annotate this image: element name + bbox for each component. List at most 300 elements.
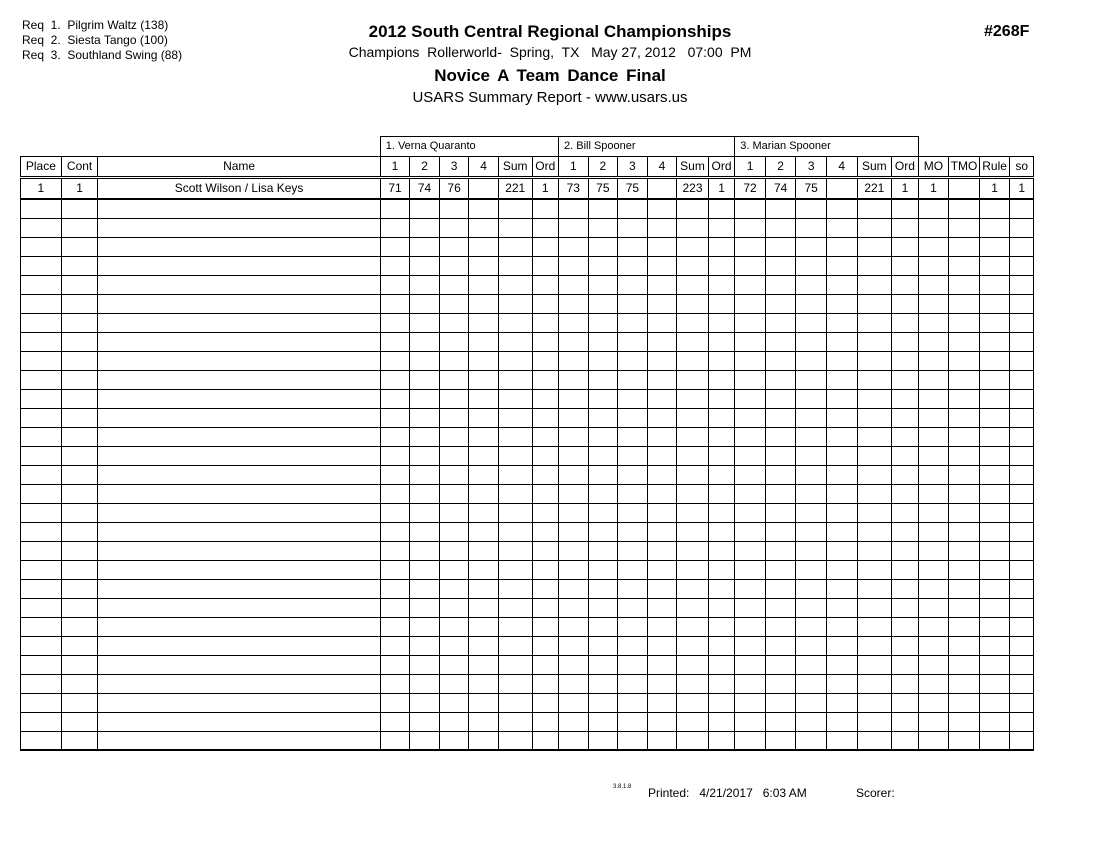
place-cell <box>21 560 62 579</box>
judge3-cell <box>735 351 766 370</box>
cont-cell <box>61 313 98 332</box>
judge3-ord-cell <box>892 541 919 560</box>
tmo-cell <box>949 275 980 294</box>
name-cell <box>98 199 380 218</box>
judge2-cell <box>588 484 618 503</box>
judge1-ord-cell <box>532 256 558 275</box>
name-cell <box>98 256 380 275</box>
judge2-cell <box>559 579 589 598</box>
tmo-cell <box>949 370 980 389</box>
mo-cell <box>918 275 949 294</box>
empty-row <box>21 294 1034 313</box>
rule-cell <box>979 636 1010 655</box>
empty-row <box>21 199 1034 218</box>
judge2-score-4 <box>647 178 677 200</box>
judge2-ord-cell <box>708 275 735 294</box>
judge1-cell <box>410 408 440 427</box>
place-cell <box>21 332 62 351</box>
judge2-cell <box>677 484 709 503</box>
judge3-ord-cell <box>892 465 919 484</box>
judge3-cell <box>735 503 766 522</box>
judge2-cell <box>677 389 709 408</box>
judge1-cell <box>380 674 410 693</box>
judge1-ord-cell <box>532 693 558 712</box>
judge1-cell <box>439 218 469 237</box>
judge1-cell <box>498 275 532 294</box>
judge3-ord-cell <box>892 218 919 237</box>
judge-band-row <box>21 137 1034 157</box>
so-cell <box>1010 598 1034 617</box>
judge1-cell <box>410 579 440 598</box>
judge1-cell <box>410 465 440 484</box>
judge2-ord-cell <box>708 579 735 598</box>
judge1-cell <box>469 408 499 427</box>
judge3-cell <box>735 294 766 313</box>
tmo-cell <box>949 693 980 712</box>
empty-row <box>21 617 1034 636</box>
judge1-cell <box>498 370 532 389</box>
judge2-cell <box>588 560 618 579</box>
so-cell <box>1010 503 1034 522</box>
rule-cell <box>979 731 1010 750</box>
rule-cell <box>979 484 1010 503</box>
judge3-cell <box>796 636 827 655</box>
tmo-cell <box>949 541 980 560</box>
judge2-cell <box>588 275 618 294</box>
judge2-cell <box>677 256 709 275</box>
header-judge2-1: 1 <box>559 157 589 178</box>
judge2-cell <box>588 522 618 541</box>
name-cell <box>98 465 380 484</box>
judge1-cell <box>439 693 469 712</box>
empty-row <box>21 598 1034 617</box>
rule-cell <box>979 256 1010 275</box>
cont-cell <box>61 484 98 503</box>
judge3-cell <box>765 541 796 560</box>
mo-cell <box>918 560 949 579</box>
judge1-ord-cell <box>532 294 558 313</box>
tmo-cell <box>949 313 980 332</box>
judge2-cell <box>618 332 648 351</box>
cont-cell <box>61 427 98 446</box>
judge2-cell <box>559 674 589 693</box>
name-cell <box>98 313 380 332</box>
place-cell <box>21 731 62 750</box>
judge1-cell <box>410 237 440 256</box>
tmo-cell <box>949 332 980 351</box>
place-cell <box>21 218 62 237</box>
judge1-cell <box>380 465 410 484</box>
judge2-ord-cell <box>708 541 735 560</box>
place-cell <box>21 370 62 389</box>
judge1-ord-cell <box>532 541 558 560</box>
judge1-cell <box>380 275 410 294</box>
name-cell <box>98 389 380 408</box>
judge3-cell <box>857 237 892 256</box>
judge3-cell <box>826 693 857 712</box>
judge3-ord-cell <box>892 370 919 389</box>
judge2-cell <box>588 218 618 237</box>
judge3-cell <box>735 275 766 294</box>
so-cell <box>1010 427 1034 446</box>
judge2-ord-cell <box>708 693 735 712</box>
judge2-cell <box>647 693 677 712</box>
judge3-cell <box>765 408 796 427</box>
name-cell <box>98 408 380 427</box>
judge3-cell <box>735 674 766 693</box>
judge3-cell <box>735 560 766 579</box>
judge3-cell <box>826 256 857 275</box>
empty-row <box>21 503 1034 522</box>
cont-cell <box>61 351 98 370</box>
cont-cell <box>61 370 98 389</box>
judge2-score-3: 75 <box>618 178 648 200</box>
so-cell <box>1010 332 1034 351</box>
judge1-cell <box>380 313 410 332</box>
judge3-ord-cell <box>892 503 919 522</box>
so-cell <box>1010 465 1034 484</box>
mo-cell <box>918 408 949 427</box>
name-cell <box>98 446 380 465</box>
judge1-cell <box>498 655 532 674</box>
judge1-cell <box>439 731 469 750</box>
judge1-cell <box>469 636 499 655</box>
judge2-cell <box>559 237 589 256</box>
so-cell <box>1010 199 1034 218</box>
judge1-cell <box>469 256 499 275</box>
judge1-cell <box>380 503 410 522</box>
judge1-cell <box>469 541 499 560</box>
printed-timestamp: Printed: 4/21/2017 6:03 AM <box>648 786 807 800</box>
judge3-cell <box>857 731 892 750</box>
tmo-cell <box>949 712 980 731</box>
so-cell <box>1010 370 1034 389</box>
rule-cell <box>979 446 1010 465</box>
judge1-cell <box>469 560 499 579</box>
report-footer <box>0 784 1100 804</box>
judge2-cell <box>647 579 677 598</box>
judge2-cell <box>588 427 618 446</box>
mo-cell <box>918 712 949 731</box>
judge2-cell <box>588 579 618 598</box>
mo-cell <box>918 218 949 237</box>
judge3-cell <box>857 218 892 237</box>
tmo-cell <box>949 503 980 522</box>
judge2-cell <box>647 617 677 636</box>
judge1-cell <box>439 712 469 731</box>
cont-cell <box>61 560 98 579</box>
judge2-cell <box>647 294 677 313</box>
judge2-ord-cell <box>708 484 735 503</box>
name-cell <box>98 560 380 579</box>
so-cell <box>1010 579 1034 598</box>
judge3-ord-cell <box>892 712 919 731</box>
judge1-ord-cell <box>532 598 558 617</box>
judge2-cell <box>647 636 677 655</box>
judge2-cell <box>618 427 648 446</box>
name-cell <box>98 674 380 693</box>
judge3-cell <box>796 731 827 750</box>
cont-cell <box>61 465 98 484</box>
judge1-cell <box>469 655 499 674</box>
place-cell <box>21 655 62 674</box>
judge3-cell <box>796 674 827 693</box>
judge3-cell <box>796 560 827 579</box>
judge1-ord-cell <box>532 332 558 351</box>
judge1-ord-cell <box>532 446 558 465</box>
place-cell <box>21 389 62 408</box>
tmo-cell <box>949 484 980 503</box>
judge3-cell <box>765 218 796 237</box>
cont-cell <box>61 731 98 750</box>
judge1-cell <box>498 427 532 446</box>
judge3-cell <box>765 294 796 313</box>
so-cell <box>1010 560 1034 579</box>
judge1-cell <box>469 332 499 351</box>
judge3-cell <box>765 275 796 294</box>
empty-row <box>21 351 1034 370</box>
result-row <box>21 178 1034 200</box>
judge-name-header-1: 1. Verna Quaranto <box>380 137 558 157</box>
judge1-cell <box>410 332 440 351</box>
judge3-cell <box>765 693 796 712</box>
judge2-cell <box>559 560 589 579</box>
cont-cell <box>61 617 98 636</box>
judge2-ord-cell <box>708 237 735 256</box>
judge2-cell <box>559 598 589 617</box>
judge2-cell <box>677 465 709 484</box>
judge2-cell <box>559 617 589 636</box>
judge3-cell <box>857 712 892 731</box>
judge1-cell <box>469 731 499 750</box>
judge2-cell <box>647 389 677 408</box>
judge1-cell <box>469 465 499 484</box>
judge3-cell <box>796 579 827 598</box>
cont-cell <box>61 237 98 256</box>
cont-cell <box>61 598 98 617</box>
judge1-ord-cell <box>532 237 558 256</box>
judge2-cell <box>559 712 589 731</box>
place-cell <box>21 427 62 446</box>
judge3-cell <box>796 256 827 275</box>
judge2-cell <box>559 522 589 541</box>
place-cell: 1 <box>21 178 62 200</box>
judge3-cell <box>796 218 827 237</box>
judge2-cell <box>559 484 589 503</box>
judge3-ord-cell <box>892 389 919 408</box>
place-cell <box>21 256 62 275</box>
judge3-cell <box>857 674 892 693</box>
judge3-ord-cell <box>892 275 919 294</box>
cont-cell <box>61 579 98 598</box>
judge1-cell <box>469 617 499 636</box>
tmo-cell <box>949 294 980 313</box>
judge1-ord-cell <box>532 503 558 522</box>
cont-cell <box>61 199 98 218</box>
judge2-cell <box>618 199 648 218</box>
judge1-cell <box>439 617 469 636</box>
judge3-cell <box>796 427 827 446</box>
place-cell <box>21 199 62 218</box>
judge3-cell <box>857 446 892 465</box>
judge1-cell <box>469 446 499 465</box>
judge2-cell <box>647 218 677 237</box>
so-cell <box>1010 674 1034 693</box>
judge3-cell <box>735 731 766 750</box>
judge3-cell <box>765 370 796 389</box>
cont-cell <box>61 218 98 237</box>
judge2-cell <box>588 237 618 256</box>
header-tmo: TMO <box>949 157 980 178</box>
judge1-cell <box>410 522 440 541</box>
judge2-cell <box>647 655 677 674</box>
place-cell <box>21 636 62 655</box>
header-judge3-2: 2 <box>765 157 796 178</box>
tmo-cell <box>949 427 980 446</box>
judge3-cell <box>765 237 796 256</box>
judge3-cell <box>857 522 892 541</box>
judge2-ord-cell <box>708 294 735 313</box>
judge2-ord-cell <box>708 503 735 522</box>
judge1-score-4 <box>469 178 499 200</box>
empty-row <box>21 332 1034 351</box>
judge3-cell <box>826 218 857 237</box>
judge3-cell <box>765 560 796 579</box>
judge2-cell <box>559 503 589 522</box>
judge1-ord-cell <box>532 465 558 484</box>
judge1-ord-cell <box>532 351 558 370</box>
judge2-ord-cell <box>708 218 735 237</box>
judge2-ord-cell <box>708 655 735 674</box>
judge3-ord-cell <box>892 731 919 750</box>
judge2-ord-cell <box>708 522 735 541</box>
judge3-cell <box>826 579 857 598</box>
mo-cell <box>918 199 949 218</box>
judge3-ord-cell <box>892 636 919 655</box>
scorer-label: Scorer: <box>856 786 895 800</box>
judge1-cell <box>498 237 532 256</box>
judge1-cell <box>410 484 440 503</box>
judge1-cell <box>439 598 469 617</box>
judge2-cell <box>677 541 709 560</box>
header-judge3-4: 4 <box>826 157 857 178</box>
judge2-cell <box>647 408 677 427</box>
place-cell <box>21 446 62 465</box>
mo-cell <box>918 731 949 750</box>
rule-cell <box>979 427 1010 446</box>
cont-cell: 1 <box>61 178 98 200</box>
mo-cell <box>918 465 949 484</box>
judge3-cell <box>826 560 857 579</box>
name-cell <box>98 712 380 731</box>
judge3-cell <box>826 541 857 560</box>
rule-cell: 1 <box>979 178 1010 200</box>
judge3-cell <box>735 598 766 617</box>
judge3-cell <box>796 655 827 674</box>
name-cell <box>98 237 380 256</box>
judge2-cell <box>677 370 709 389</box>
judge1-ord-cell <box>532 636 558 655</box>
rule-cell <box>979 332 1010 351</box>
judge2-cell <box>647 370 677 389</box>
judge3-cell <box>857 503 892 522</box>
cont-cell <box>61 522 98 541</box>
judge2-ord-cell <box>708 370 735 389</box>
cont-cell <box>61 446 98 465</box>
judge3-cell <box>796 351 827 370</box>
judge1-cell <box>439 541 469 560</box>
judge2-ord-cell <box>708 446 735 465</box>
judge1-cell <box>469 237 499 256</box>
judge1-cell <box>469 579 499 598</box>
judge1-ord-cell <box>532 731 558 750</box>
judge1-cell <box>380 408 410 427</box>
judge3-cell <box>735 617 766 636</box>
tmo-cell <box>949 446 980 465</box>
judge3-cell <box>857 579 892 598</box>
judge1-cell <box>439 389 469 408</box>
judge2-cell <box>559 351 589 370</box>
rule-cell <box>979 370 1010 389</box>
judge3-ord-cell <box>892 560 919 579</box>
so-cell <box>1010 313 1034 332</box>
name-cell <box>98 427 380 446</box>
judge3-cell <box>826 655 857 674</box>
judge1-cell <box>380 427 410 446</box>
judge1-cell <box>498 351 532 370</box>
tmo-cell <box>949 522 980 541</box>
judge1-cell <box>498 199 532 218</box>
judge3-cell <box>826 332 857 351</box>
mo-cell <box>918 237 949 256</box>
so-cell <box>1010 693 1034 712</box>
judge1-cell <box>439 655 469 674</box>
rule-cell <box>979 674 1010 693</box>
judge2-cell <box>588 294 618 313</box>
judge2-ord-cell <box>708 389 735 408</box>
judge1-cell <box>439 275 469 294</box>
empty-row <box>21 484 1034 503</box>
judge2-cell <box>677 617 709 636</box>
so-cell <box>1010 389 1034 408</box>
judge1-cell <box>439 522 469 541</box>
judge3-cell <box>735 522 766 541</box>
judge3-ord-cell <box>892 446 919 465</box>
judge3-cell <box>857 370 892 389</box>
judge2-cell <box>677 427 709 446</box>
name-cell <box>98 579 380 598</box>
judge1-cell <box>380 237 410 256</box>
judge1-cell <box>469 484 499 503</box>
judge3-cell <box>826 465 857 484</box>
judge3-cell <box>826 351 857 370</box>
judge1-cell <box>380 541 410 560</box>
place-cell <box>21 674 62 693</box>
judge2-cell <box>588 408 618 427</box>
judge1-ord-cell <box>532 560 558 579</box>
judge2-cell <box>618 465 648 484</box>
judge1-cell <box>380 370 410 389</box>
judge-name-header-3: 3. Marian Spooner <box>735 137 918 157</box>
rule-cell <box>979 218 1010 237</box>
judge1-cell <box>439 313 469 332</box>
judge2-cell <box>647 351 677 370</box>
judge1-cell <box>380 294 410 313</box>
judge2-cell <box>677 275 709 294</box>
name-cell: Scott Wilson / Lisa Keys <box>98 178 380 200</box>
judge2-cell <box>618 503 648 522</box>
judge2-cell <box>559 427 589 446</box>
